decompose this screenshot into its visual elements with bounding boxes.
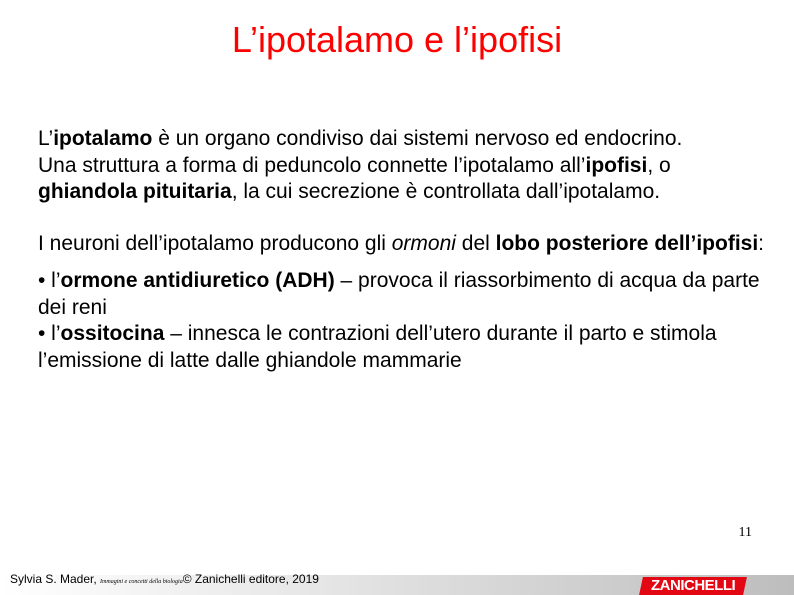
- bold-term-lobo-posteriore: lobo posteriore dell’ipofisi: [495, 231, 759, 255]
- text-run: , o: [647, 153, 671, 177]
- bold-term-ipofisi: ipofisi: [585, 153, 648, 177]
- footer-copyright: © Zanichelli editore, 2019: [182, 572, 319, 586]
- text-run: è un organo condiviso dai sistemi nervoso ed endocrino.: [152, 127, 683, 150]
- italic-term-ormoni: ormoni: [391, 231, 456, 255]
- paragraph-struttura: [38, 153, 768, 206]
- bullet-adh: [38, 268, 768, 321]
- zanichelli-logo: [639, 577, 747, 595]
- footer-book-title: Immagini e concetti della biologia: [100, 579, 183, 585]
- footer-credit: [10, 572, 319, 586]
- text-run: • l’: [38, 322, 61, 345]
- text-run: Una struttura a forma di peduncolo connette l’ipotalamo all’: [38, 153, 586, 177]
- text-run: :: [758, 231, 765, 255]
- footer-author: Sylvia S. Mader,: [10, 572, 101, 586]
- text-run: – provoca il riassorbimento di acqua da parte dei reni: [38, 269, 760, 319]
- text-run: • l’: [38, 269, 61, 292]
- paragraph-spacer: [38, 206, 768, 231]
- slide-title: L’ipotalamo e l’ipofisi: [231, 19, 563, 60]
- logo-text: ZANICHELLI: [650, 577, 736, 594]
- bold-term-ghiandola-pituitaria: ghiandola pituitaria: [38, 180, 232, 203]
- slide-body: [38, 126, 768, 374]
- text-run: I neuroni dell’ipotalamo producono gli: [38, 231, 392, 255]
- bold-term-adh: ormone antidiuretico (ADH): [60, 269, 335, 292]
- text-run: L’: [38, 127, 54, 150]
- paragraph-ipotalamo: [38, 126, 768, 153]
- text-run: – innesca le contrazioni dell’utero durante il parto e stimola l’emissione di latte dalle ghiandole mammarie: [38, 322, 717, 372]
- text-run: , la cui secrezione è controllata dall’ipotalamo.: [231, 180, 661, 203]
- bullet-ossitocina: [38, 321, 768, 374]
- bold-term-ossitocina: ossitocina: [60, 322, 165, 345]
- text-run: del: [455, 231, 496, 255]
- bold-term-ipotalamo: ipotalamo: [53, 127, 153, 150]
- paragraph-neuroni: [38, 231, 768, 258]
- paragraph-spacer: [38, 257, 768, 268]
- page-number: 11: [738, 525, 752, 540]
